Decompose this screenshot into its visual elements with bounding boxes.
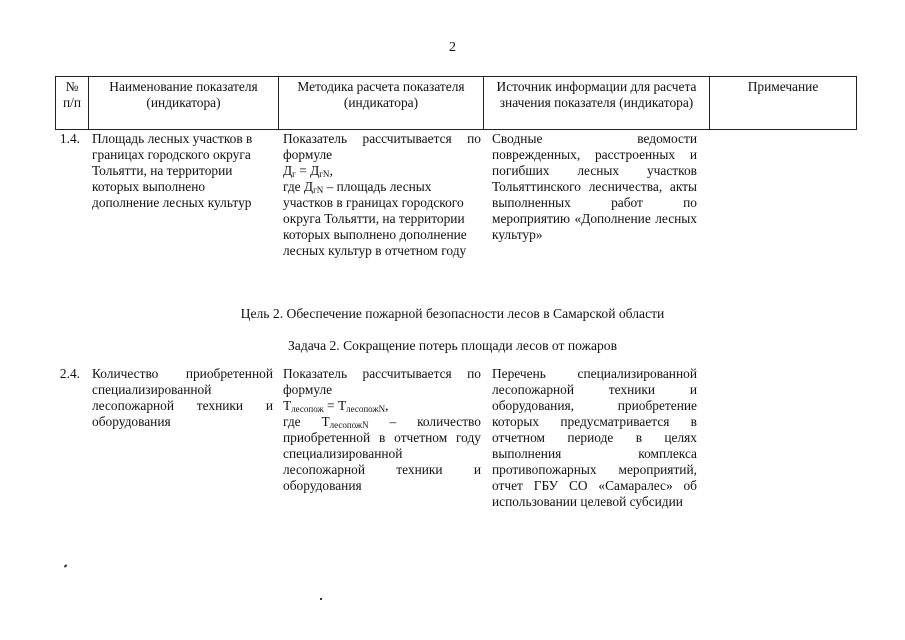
row-2-4-source: Перечень специализированной лесопожарной техники и оборудования, приобретение которых предусматривается в отчетном периоде в целях выполнения комплекса противопожарных мероприятий, отчет ГБУ СО «Самаралес» об использовании целевой субсидии	[492, 366, 697, 509]
row-1-4-method-intro: Показатель рассчитывается по формуле	[283, 131, 481, 162]
row-1-4-method	[283, 131, 481, 259]
row-1-4-number: 1.4.	[59, 131, 80, 146]
row-1-4-formula: $Д_г = Д_{гN}$,	[283, 163, 333, 179]
row-2-4-method-intro: Показатель рассчитывается по формуле	[283, 366, 481, 397]
header-col-number: № п/п	[56, 77, 89, 130]
row-1-4-name: Площадь лесных участков в границах городского округа Тольятти, на территории которых выполнено дополнение лесных культур	[92, 131, 253, 210]
header-col-source: Источник информации для расчета значения показателя (индикатора)	[484, 77, 710, 130]
row-2-4-formula: $Т_{лесопож} = Т_{лесопожN}$,	[283, 398, 389, 414]
page-number: 2	[449, 40, 456, 55]
scan-speck	[64, 564, 68, 567]
row-2-4-number: 2.4.	[59, 366, 80, 381]
header-col-name: Наименование показателя (индикатора)	[89, 77, 279, 130]
task-2-heading: Задача 2. Сокращение потерь площади лесов от пожаров	[287, 338, 618, 353]
goal-2-heading: Цель 2. Обеспечение пожарной безопасности лесов в Самарской области	[240, 306, 665, 321]
row-2-4-method	[283, 366, 481, 494]
header-col-method: Методика расчета показателя (индикатора)	[279, 77, 484, 130]
row-2-4-name: Количество приобретенной специализированной лесопожарной техники и оборудования	[92, 366, 273, 429]
row-1-4-method-where: где $Д_{гN}$ – площадь лесных участков в границах городского округа Тольятти, на территории которых выполнено дополнение лесных культур в отчетном году	[283, 179, 467, 258]
scan-speck	[320, 598, 322, 600]
table-header	[55, 76, 857, 130]
row-2-4-method-where: где $Т_{лесопожN}$ – количество приобретенной в отчетном году специализированной лесопожарной техники и оборудования	[283, 414, 481, 493]
header-col-note: Примечание	[710, 77, 857, 130]
row-1-4-source: Сводные ведомости поврежденных, расстроенных и погибших лесных участков Тольяттинского лесничества, акты выполненных работ по мероприятию «Дополнение лесных культур»	[492, 131, 697, 242]
